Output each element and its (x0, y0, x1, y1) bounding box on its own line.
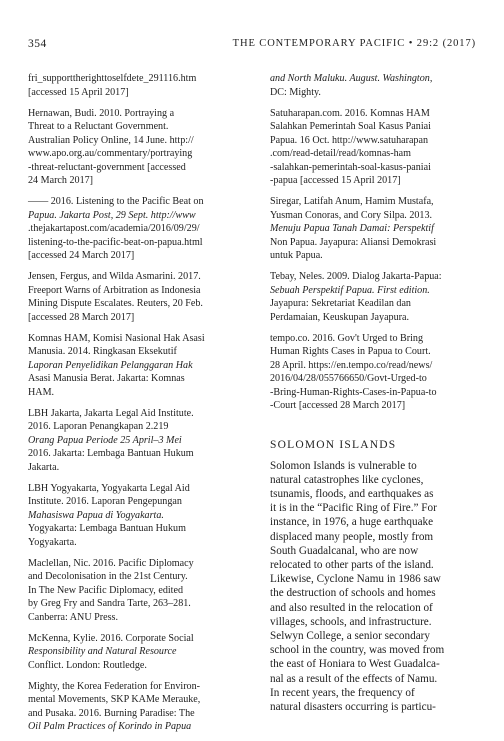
body-line: and also resulted in the relocation of (270, 601, 433, 614)
body-line: South Guadalcanal, who are now (270, 544, 419, 557)
ref-line: Orang Papua Periode 25 April–3 Mei (28, 434, 182, 446)
ref-line: Responsibility and Natural Resource (28, 646, 177, 657)
ref-line: Australian Policy Online, 14 June. http:// (28, 134, 194, 146)
ref-line: —— 2016. Listening to the Pacific Beat on (28, 196, 204, 207)
ref-line: Papua. Jakarta Post, 29 Sept. http://www (28, 209, 196, 221)
reference-entry (28, 632, 228, 673)
body-line: Solomon Islands is vulnerable to (270, 459, 417, 472)
ref-line: Conflict. London: Routledge. (28, 659, 147, 671)
reference-entry (270, 270, 475, 324)
ref-line: Perdamaian, Keuskupan Jayapura. (270, 311, 410, 323)
ref-line: 2016. Jakarta: Lembaga Bantuan Hukum (28, 448, 194, 459)
ref-line: Salahkan Pemerintah Soal Kasus Paniai (270, 121, 431, 132)
ref-line: Mahasiswa Papua di Yogyakarta. (28, 509, 164, 521)
body-line: tsunamis, floods, and earthquakes as (270, 487, 434, 500)
ref-line: Maclellan, Nic. 2016. Pacific Diplomacy (28, 557, 194, 569)
ref-line: Human Rights Cases in Papua to Court. (270, 346, 431, 357)
ref-line: and Decolonisation in the 21st Century. (28, 571, 188, 582)
ref-line: 2016/04/28/055766650/Govt-Urged-to (270, 373, 427, 384)
ref-line: [accessed 28 March 2017] (28, 311, 135, 323)
ref-line: Mighty, the Korea Federation for Environ- (28, 680, 201, 692)
ref-line: Jayapura: Sekretariat Keadilan dan (270, 298, 411, 309)
body-line: Likewise, Cyclone Namu in 1986 saw (270, 573, 441, 586)
reference-entry (28, 107, 228, 188)
reference-entry (28, 407, 228, 475)
ref-line: Oil Palm Practices of Korindo in Papua (28, 721, 192, 732)
ref-line: Mining Dispute Escalates. Reuters, 20 Feb. (28, 298, 203, 309)
page-number: 354 (28, 38, 47, 50)
reference-entry (28, 72, 228, 99)
reference-entry (28, 680, 228, 734)
section-heading: SOLOMON ISLANDS (270, 438, 397, 451)
body-line: nal as a result of the effects of Namu. (270, 672, 438, 685)
ref-line: Non Papua. Jayapura: Aliansi Demokrasi (270, 236, 437, 248)
reference-entry (270, 195, 475, 263)
ref-line: Jakarta. (28, 461, 60, 473)
ref-line: Sebuah Perspektif Papua. First edition. (270, 284, 430, 296)
running-header (28, 38, 476, 52)
reference-entry (28, 557, 228, 625)
ref-line: Threat to a Reluctant Government. (28, 121, 169, 132)
ref-line: mental Movements, SKP KAMe Merauke, (28, 694, 201, 705)
ref-line: and North Maluku. August. Washington, (270, 73, 433, 84)
ref-line: -papua [accessed 15 April 2017] (270, 175, 401, 186)
ref-line: www.apo.org.au/commentary/portraying (28, 148, 193, 159)
body-line: natural disasters occurring is particu- (270, 700, 436, 713)
ref-line: 28 April. https://en.tempo.co/read/news/ (270, 359, 433, 371)
body-line: instance, in 1976, a huge earthquake (270, 516, 434, 529)
ref-line: -Bring-Human-Rights-Cases-in-Papua-to (270, 386, 437, 398)
ref-line: Manusia. 2014. Ringkasan Eksekutif (28, 346, 177, 357)
body-line: it is in the “Pacific Ring of Fire.” For (270, 502, 437, 515)
ref-line: Institute. 2016. Laporan Pengepungan (28, 496, 182, 507)
reference-entry (270, 72, 475, 99)
ref-line: LBH Yogyakarta, Yogyakarta Legal Aid (28, 482, 190, 494)
body-line: In recent years, the frequency of (270, 686, 415, 699)
ref-line: -threat-reluctant-government [accessed (28, 161, 186, 173)
ref-line: Yusman Conoras, and Cory Silpa. 2013. (270, 209, 433, 221)
ref-line: by Greg Fry and Sandra Tarte, 263–281. (28, 598, 191, 609)
ref-line: McKenna, Kylie. 2016. Corporate Social (28, 632, 194, 644)
right-column (270, 72, 475, 714)
ref-line: fri_supporttherighttoselfdete_291116.htm (28, 73, 197, 84)
ref-line: and Pusaka. 2016. Burning Paradise: The (28, 707, 195, 719)
reference-entry (270, 332, 475, 413)
ref-line: -salahkan-pemerintah-soal-kasus-paniai (270, 161, 431, 173)
ref-line: Papua. 16 Oct. http://www.satuharapan (270, 134, 429, 146)
ref-line: Siregar, Latifah Anum, Hamim Mustafa, (270, 196, 434, 207)
section-body (270, 459, 475, 715)
ref-line: Canberra: ANU Press. (28, 611, 118, 623)
ref-line: .com/read-detail/read/komnas-ham (270, 148, 411, 159)
ref-line: In The New Pacific Diplomacy, edited (28, 584, 183, 596)
body-line: the destruction of schools and homes (270, 587, 436, 600)
ref-line: [accessed 24 March 2017] (28, 250, 135, 261)
running-title: THE CONTEMPORARY PACIFIC • 29:2 (2017) (232, 38, 476, 49)
body-line: the east of Honiara to West Guadalca- (270, 658, 440, 671)
reference-entry (270, 107, 475, 188)
ref-line: Freeport Warns of Arbitration as Indonesia (28, 284, 201, 296)
ref-line: untuk Papua. (270, 250, 323, 261)
ref-line: [accessed 15 April 2017] (28, 86, 129, 98)
reference-entry (28, 332, 228, 400)
body-line: Selwyn College, a senior secondary (270, 629, 431, 642)
body-line: villages, schools, and infrastructure. (270, 615, 432, 628)
ref-line: Asasi Manusia Berat. Jakarta: Komnas (28, 373, 185, 384)
body-line: displaced many people, mostly from (270, 530, 434, 543)
body-line: natural catastrophes like cyclones, (270, 473, 424, 486)
ref-line: Yogyakarta. (28, 536, 77, 548)
ref-line: 2016. Laporan Penangkapan 2.219 (28, 421, 169, 432)
reference-entry (28, 482, 228, 550)
ref-line: -Court [accessed 28 March 2017] (270, 400, 406, 411)
ref-line: tempo.co. 2016. Gov't Urged to Bring (270, 332, 424, 344)
ref-line: listening-to-the-pacific-beat-on-papua.html (28, 236, 203, 248)
ref-line: HAM. (28, 386, 55, 398)
ref-line: Satuharapan.com. 2016. Komnas HAM (270, 107, 430, 119)
body-line: relocated to other parts of the island. (270, 558, 434, 571)
ref-line: .thejakartapost.com/academia/2016/09/29/ (28, 223, 200, 234)
ref-line: Laporan Penyelidikan Pelanggaran Hak (28, 359, 193, 371)
ref-line: Hernawan, Budi. 2010. Portraying a (28, 107, 175, 119)
ref-line: Jensen, Fergus, and Wilda Asmarini. 2017. (28, 271, 201, 282)
ref-line: LBH Jakarta, Jakarta Legal Aid Institute. (28, 407, 194, 419)
reference-entry (28, 270, 228, 324)
left-column (28, 72, 228, 741)
ref-line: Yogyakarta: Lembaga Bantuan Hukum (28, 523, 186, 534)
ref-line: Komnas HAM, Komisi Nasional Hak Asasi (28, 332, 205, 344)
body-line: school in the country, was moved from (270, 644, 445, 657)
reference-entry (28, 195, 228, 263)
ref-line: Menuju Papua Tanah Damai: Perspektif (270, 223, 434, 234)
ref-line: 24 March 2017] (28, 175, 94, 186)
ref-line: Tebay, Neles. 2009. Dialog Jakarta-Papua: (270, 271, 442, 282)
ref-line: DC: Mighty. (270, 86, 321, 98)
